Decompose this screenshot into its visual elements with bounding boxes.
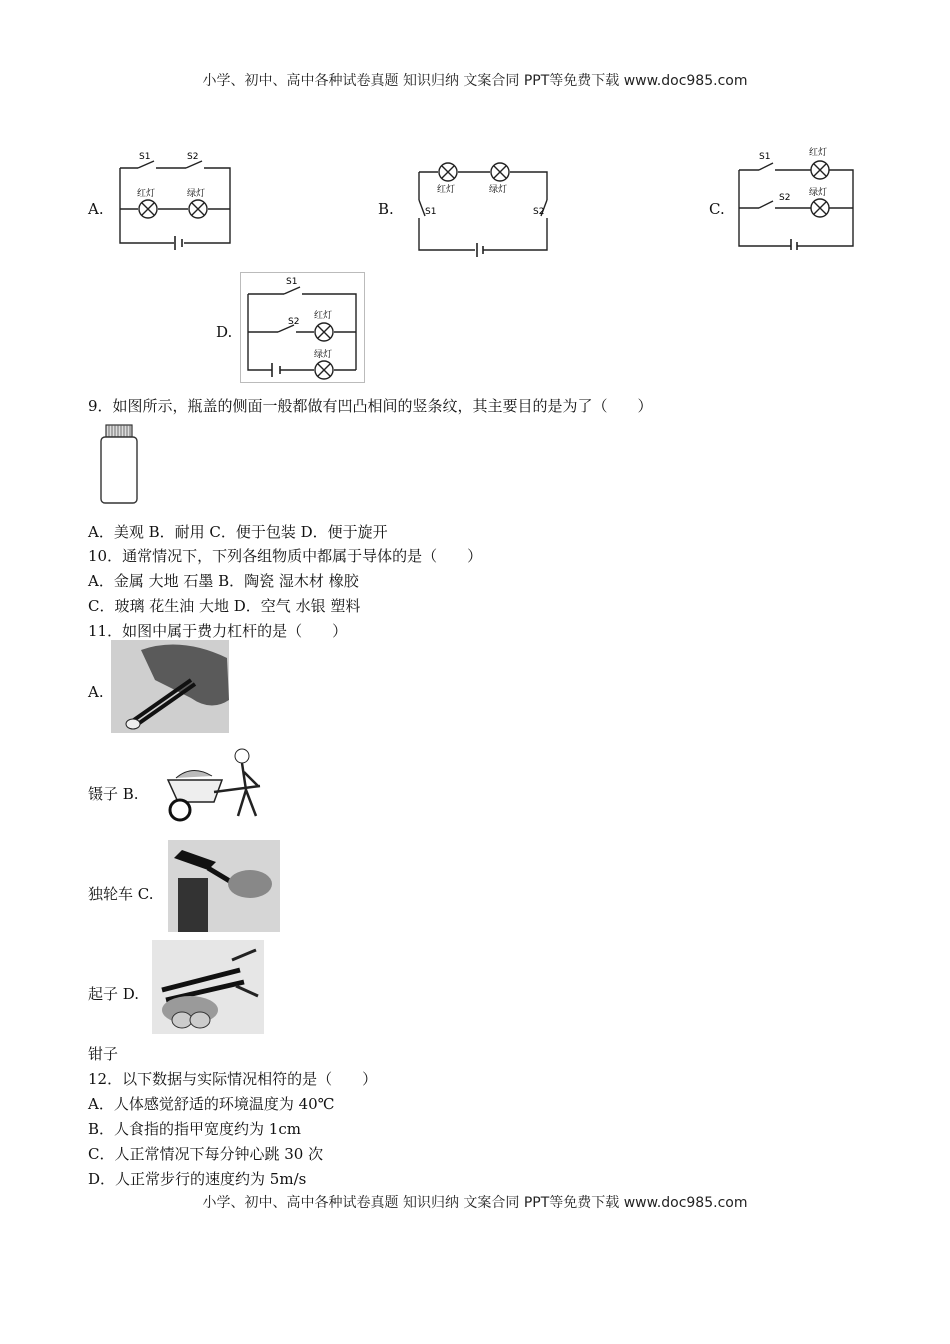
bottle-opener-photo	[168, 840, 280, 932]
q12-stem: 12．以下数据与实际情况相符的是（ ）	[88, 1070, 378, 1088]
q11-label-c: 独轮车 C.	[88, 885, 154, 903]
q12-option-b: B．人食指的指甲宽度约为 1cm	[88, 1120, 301, 1138]
circuit-diagram-d	[240, 272, 366, 384]
label-s1: S1	[139, 152, 151, 162]
q12-option-c: C．人正常情况下每分钟心跳 30 次	[88, 1145, 324, 1163]
label-red: 红灯	[437, 185, 456, 195]
label-s1: S1	[286, 277, 298, 287]
circuit-diagram-c	[735, 142, 859, 250]
wheelbarrow-figure	[162, 746, 272, 826]
page-header: 小学、初中、高中各种试卷真题 知识归纳 文案合同 PPT等免费下载 www.doc985.com	[202, 73, 748, 89]
label-green: 绿灯	[489, 185, 508, 195]
q9-options: A．美观 B．耐用 C．便于包装 D．便于旋开	[88, 523, 388, 541]
label-s2: S2	[187, 152, 199, 162]
tweezers-photo	[111, 640, 229, 733]
q8-option-b-label: B.	[378, 200, 394, 218]
label-s1: S1	[759, 152, 771, 162]
label-s1: S1	[425, 207, 437, 217]
bottle-figure	[98, 423, 150, 507]
q11-label-d: 起子 D.	[88, 985, 140, 1003]
q9-stem: 9．如图所示，瓶盖的侧面一般都做有凹凸相间的竖条纹，其主要目的是为了（ ）	[88, 397, 653, 415]
page-footer: 小学、初中、高中各种试卷真题 知识归纳 文案合同 PPT等免费下载 www.doc985.com	[202, 1195, 748, 1211]
q12-option-a: A．人体感觉舒适的环境温度为 40℃	[88, 1095, 335, 1113]
q12-option-d: D．人正常步行的速度约为 5m/s	[88, 1170, 307, 1188]
label-red: 红灯	[137, 189, 156, 199]
circuit-diagram-a	[112, 143, 242, 251]
label-s2: S2	[533, 207, 545, 217]
q10-stem: 10．通常情况下，下列各组物质中都属于导体的是（ ）	[88, 547, 483, 565]
label-s2: S2	[779, 193, 791, 203]
q8-option-a-label: A.	[88, 200, 104, 218]
label-s2: S2	[288, 317, 300, 327]
label-red: 红灯	[314, 311, 333, 321]
q10-options-line1: A．金属 大地 石墨 B．陶瓷 湿木材 橡胶	[88, 572, 359, 590]
label-green: 绿灯	[314, 350, 333, 360]
q11-stem: 11．如图中属于费力杠杆的是（ ）	[88, 622, 348, 640]
label-red: 红灯	[809, 148, 828, 158]
q11-label-b: 镊子 B.	[88, 785, 139, 803]
pliers-photo	[152, 940, 264, 1034]
label-green: 绿灯	[187, 189, 206, 199]
q10-options-line2: C．玻璃 花生油 大地 D．空气 水银 塑料	[88, 597, 361, 615]
label-green: 绿灯	[809, 188, 828, 198]
q8-option-d-label: D.	[216, 323, 233, 341]
q11-trailing-label: 钳子	[88, 1045, 119, 1063]
circuit-diagram-b	[405, 150, 555, 258]
q8-option-c-label: C.	[709, 200, 725, 218]
q11-label-a: A.	[88, 683, 104, 701]
